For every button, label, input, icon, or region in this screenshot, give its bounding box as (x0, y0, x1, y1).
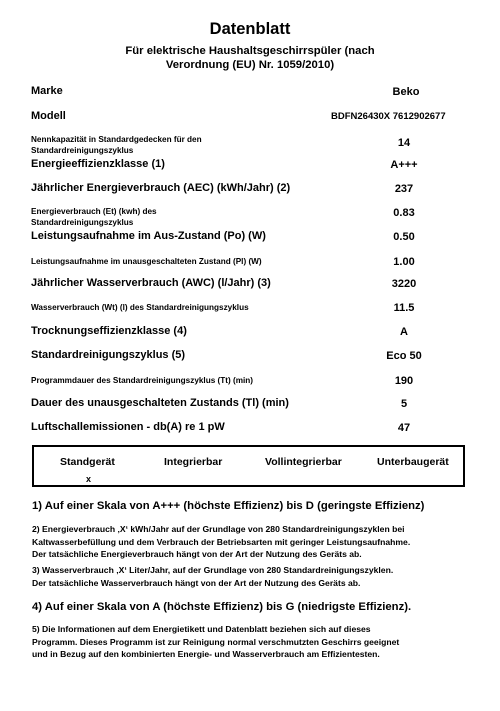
type-header-integrable: Integrierbar (164, 456, 223, 468)
type-selected-mark: x (86, 474, 92, 484)
row-label-line: Standardreinigungszyklus (31, 218, 134, 227)
row-value: 3220 (391, 278, 417, 290)
row-label: Standardreinigungszyklus (5) (31, 349, 186, 361)
row-value: 190 (394, 375, 414, 387)
footnote-5 (32, 623, 472, 661)
row-label: Marke (31, 85, 63, 97)
row-label: Jährlicher Energieverbrauch (AEC) (kWh/Jahr) (2) (31, 182, 291, 194)
row-value: 11.5 (393, 302, 415, 314)
row-value: 237 (394, 183, 414, 195)
row-label: Leistungsaufnahme im Aus-Zustand (Po) (W) (31, 230, 266, 242)
row-label-line: Nennkapazität in Standardgedecken für den (31, 135, 202, 144)
row-label: Leistungsaufnahme im unausgeschalteten Zustand (Pl) (W) (31, 257, 262, 266)
row-value: 47 (397, 422, 411, 434)
footnote-4: 4) Auf einer Skala von A (höchste Effizienz) bis G (niedrigste Effizienz). (32, 601, 412, 613)
footnote-line: Programm. Dieses Programm ist zur Reinigung normal verschmutzten Geschirrs geeignet (32, 636, 400, 647)
footnote-line: Der tatsächliche Energieverbrauch hängt von der Art der Nutzung des Geräts ab. (32, 549, 362, 559)
row-label (31, 206, 157, 228)
row-label: Wasserverbrauch (Wt) (l) des Standardreinigungszyklus (31, 303, 249, 312)
footnote-3 (32, 564, 472, 589)
footnote-line: Der tatsächliche Wasserverbrauch hängt von der Art der Nutzung des Geräts ab. (32, 577, 361, 588)
footnote-line: 2) Energieverbrauch ‚X‘ kWh/Jahr auf der Grundlage von 280 Standardreinigungszyklen bei (32, 524, 405, 534)
appliance-type-box (32, 445, 465, 487)
type-header-fully-integrable: Vollintegrierbar (265, 456, 342, 468)
subtitle (60, 44, 440, 72)
row-value: Beko (392, 86, 420, 98)
footnote-1: 1) Auf einer Skala von A+++ (höchste Effizienz) bis D (geringste Effizienz) (32, 500, 425, 512)
row-value: A (400, 326, 408, 338)
row-label: Programmdauer des Standardreinigungszyklus (Tt) (min) (31, 376, 254, 385)
row-value: A+++ (390, 159, 418, 171)
page-title: Datenblatt (209, 20, 291, 38)
row-value: 1.00 (393, 256, 415, 268)
row-label-line: Energieverbrauch (Et) (kwh) des (31, 207, 157, 216)
row-label: Luftschallemissionen - db(A) re 1 pW (31, 421, 225, 433)
row-value: 5 (400, 398, 408, 410)
row-label: Dauer des unausgeschalteten Zustands (Tl) (min) (31, 397, 289, 409)
subtitle-line: Verordnung (EU) Nr. 1059/2010) (165, 59, 335, 71)
subtitle-line: Für elektrische Haushaltsgeschirrspüler (nach (125, 45, 375, 57)
row-value: Eco 50 (386, 350, 422, 362)
footnote-line: Kaltwasserbefüllung und dem Verbrauch der Betriebsarten mit geringer Leistungsaufnahme. (32, 536, 411, 547)
row-label: Modell (31, 110, 66, 122)
row-label: Trocknungseffizienzklasse (4) (31, 325, 187, 337)
footnote-line: 5) Die Informationen auf dem Energietikett und Datenblatt beziehen sich auf dieses (32, 624, 371, 634)
row-value: 0.83 (393, 207, 415, 219)
row-value: 14 (397, 137, 411, 149)
row-label-line: Standardreinigungszyklus (31, 146, 134, 155)
row-value: BDFN26430X 7612902677 (331, 111, 446, 122)
row-value: 0.50 (393, 231, 415, 243)
type-header-built-under: Unterbaugerät (377, 456, 449, 468)
type-header-freestanding: Standgerät (60, 456, 115, 468)
footnote-line: und in Bezug auf den kombinierten Energie- und Wasserverbrauch am Effizientesten. (32, 649, 380, 659)
row-label (31, 134, 202, 156)
row-label: Energieeffizienzklasse (1) (31, 158, 165, 170)
footnote-line: 3) Wasserverbrauch ‚X‘ Liter/Jahr, auf der Grundlage von 280 Standardreinigungszyklen. (32, 565, 394, 575)
row-label: Jährlicher Wasserverbrauch (AWC) (l/Jahr) (3) (31, 277, 271, 289)
footnote-2 (32, 523, 472, 561)
